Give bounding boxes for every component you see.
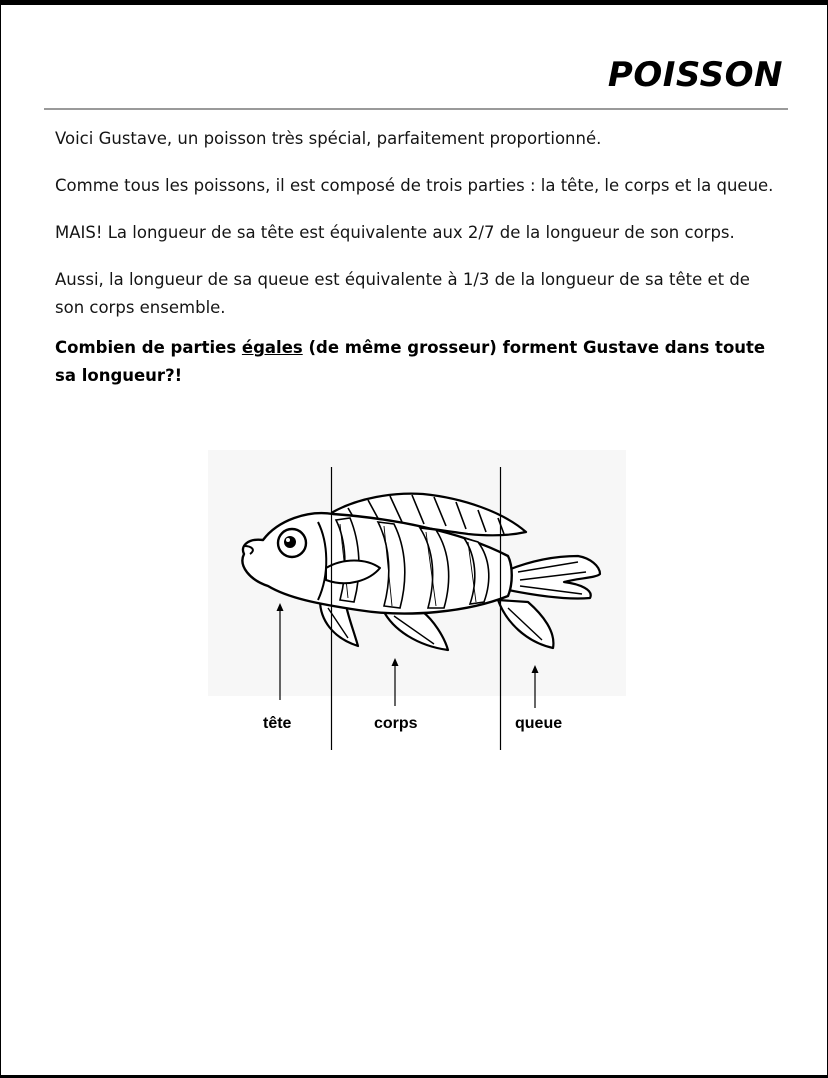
tail-fin xyxy=(508,556,600,599)
label-body: corps xyxy=(374,715,418,732)
question-start: Combien de parties xyxy=(55,338,242,357)
label-head: tête xyxy=(263,715,292,732)
label-tail: queue xyxy=(515,715,563,732)
fish-illustration xyxy=(208,450,626,750)
question-end: (de même grosseur) forment Gustave dans toute sa longueur?! xyxy=(55,338,766,385)
question-underlined-word: égales xyxy=(241,338,303,357)
fish-diagram xyxy=(208,450,626,750)
problem-text xyxy=(55,125,775,390)
question xyxy=(55,334,775,390)
paragraph-intro: Voici Gustave, un poisson très spécial, parfaitement proportionné. xyxy=(55,129,602,148)
paragraph-head-ratio: MAIS! La longueur de sa tête est équivalente aux 2/7 de la longueur de son corps. xyxy=(55,223,735,242)
page-title: POISSON xyxy=(607,55,783,95)
paragraph-parts: Comme tous les poissons, il est composé de trois parties : la tête, le corps et la queue. xyxy=(55,176,774,195)
title-divider xyxy=(44,108,788,110)
paragraph-tail-ratio: Aussi, la longueur de sa queue est équivalente à 1/3 de la longueur de sa tête et de son corps ensemble. xyxy=(55,270,750,317)
